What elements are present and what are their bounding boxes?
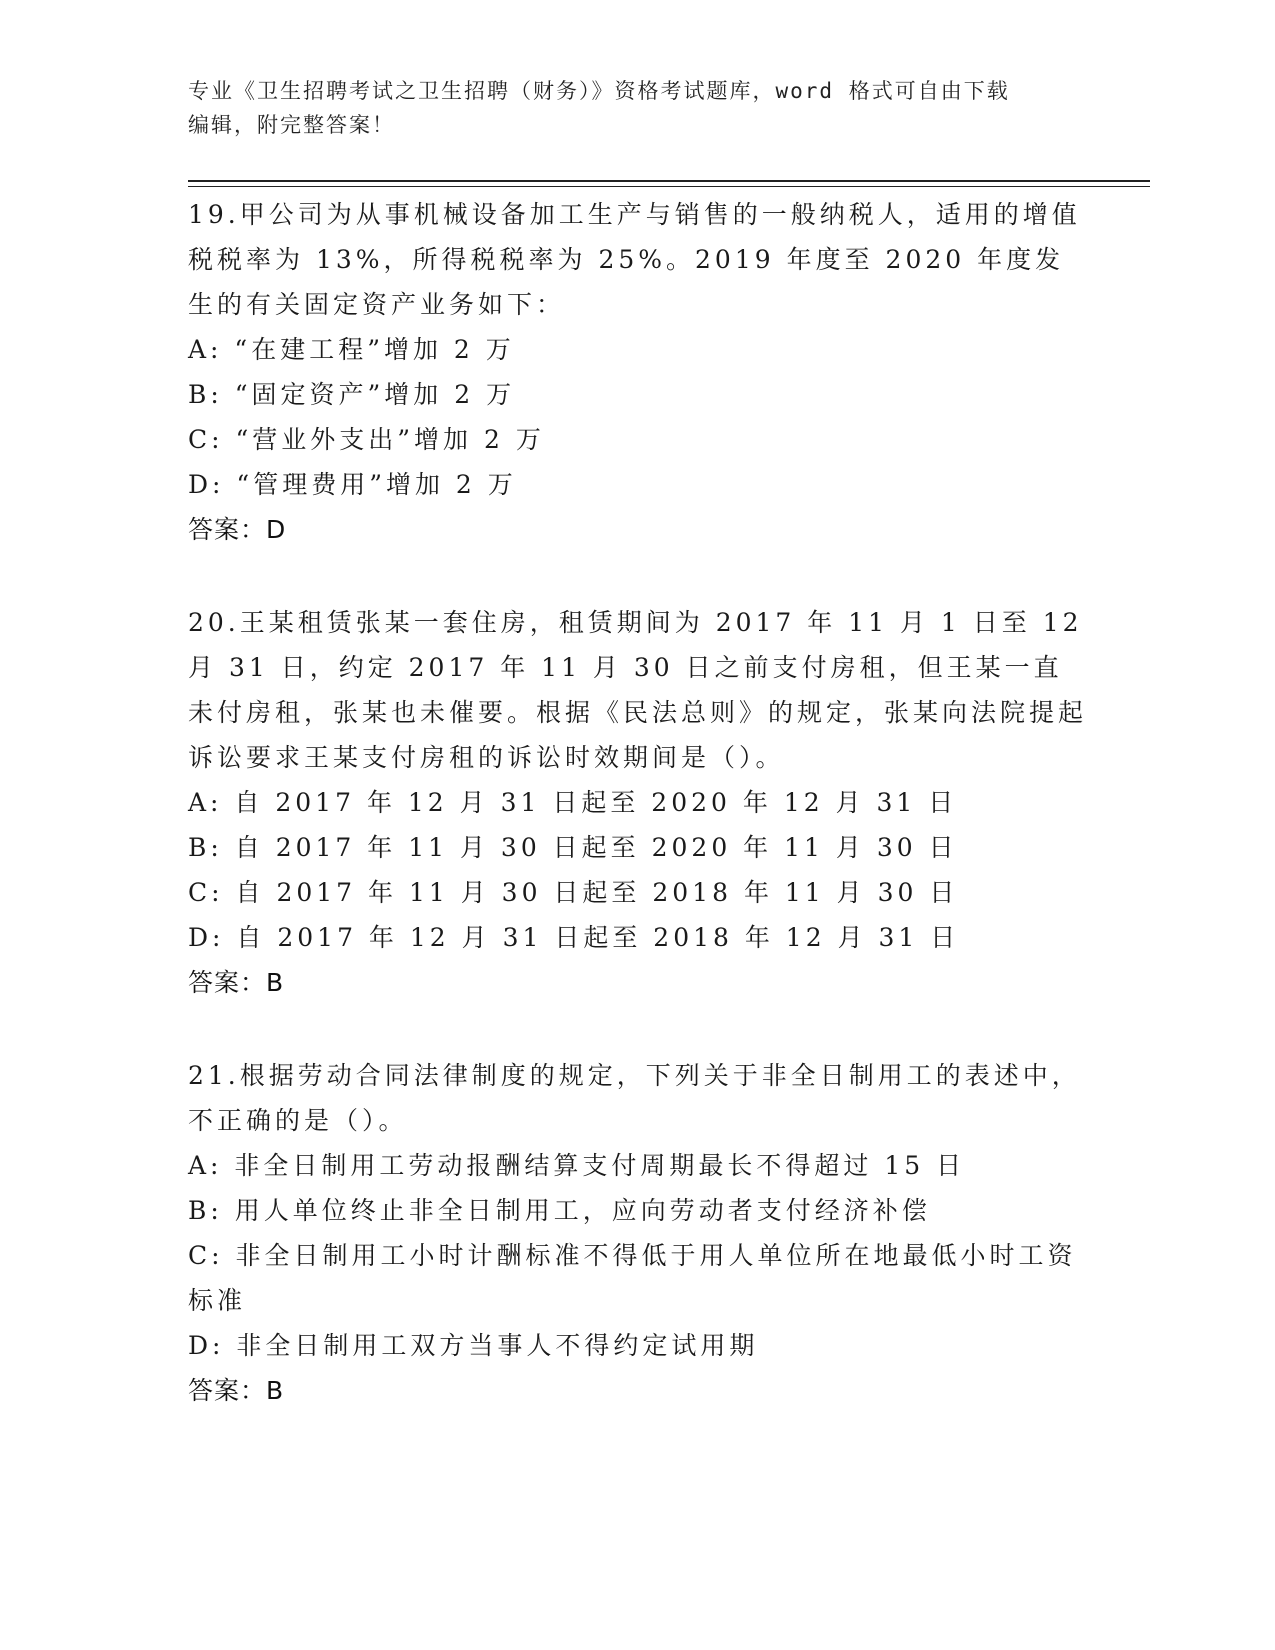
answer-label: 答案：D [188,515,287,544]
question-21 [188,1053,1088,1413]
question-19 [188,192,1088,552]
header-line-1: 专业《卫生招聘考试之卫生招聘（财务）》资格考试题库，word 格式可自由下载 [188,79,1010,103]
answer-label: 答案：B [188,1376,285,1405]
option-a: A: 非全日制用工劳动报酬结算支付周期最长不得超过 15 日 [188,1151,966,1180]
question-stem: 21.根据劳动合同法律制度的规定，下列关于非全日制用工的表述中，不正确的是（）。 [188,1061,1081,1135]
option-b: B: “固定资产”增加 2 万 [188,380,516,409]
document-header [188,74,1078,142]
option-d: D: 非全日制用工双方当事人不得约定试用期 [188,1331,759,1360]
header-divider-thin [188,186,1150,187]
header-divider-thick [188,180,1150,182]
question-20 [188,600,1088,1005]
option-c: C: 自 2017 年 11 月 30 日起至 2018 年 11 月 30 日 [188,878,959,907]
option-b: B: 用人单位终止非全日制用工，应向劳动者支付经济补偿 [188,1196,931,1225]
question-stem: 20.王某租赁张某一套住房，租赁期间为 2017 年 11 月 1 日至 12 月 31 日，约定 2017 年 11 月 30 日之前支付房租，但王某一直未付房租，张某也未催要。根据《民法总则》的规定，张某向法院提起诉讼要求王某支付房租的诉讼时效期间是（）。 [188,608,1088,772]
option-d: D: 自 2017 年 12 月 31 日起至 2018 年 12 月 31 日 [188,923,960,952]
option-c: C: “营业外支出”增加 2 万 [188,425,545,454]
option-a: A: “在建工程”增加 2 万 [188,335,515,364]
option-b: B: 自 2017 年 11 月 30 日起至 2020 年 11 月 30 日 [188,833,958,862]
question-stem: 19.甲公司为从事机械设备加工生产与销售的一般纳税人，适用的增值税税率为 13%，所得税税率为 25%。2019 年度至 2020 年度发生的有关固定资产业务如下： [188,200,1081,319]
option-d: D: “管理费用”增加 2 万 [188,470,517,499]
answer-label: 答案：B [188,968,285,997]
option-c: C: 非全日制用工小时计酬标准不得低于用人单位所在地最低小时工资标准 [188,1241,1077,1315]
question-list [188,192,1088,1461]
header-line-2: 编辑，附完整答案！ [188,113,395,137]
option-a: A: 自 2017 年 12 月 31 日起至 2020 年 12 月 31 日 [188,788,958,817]
